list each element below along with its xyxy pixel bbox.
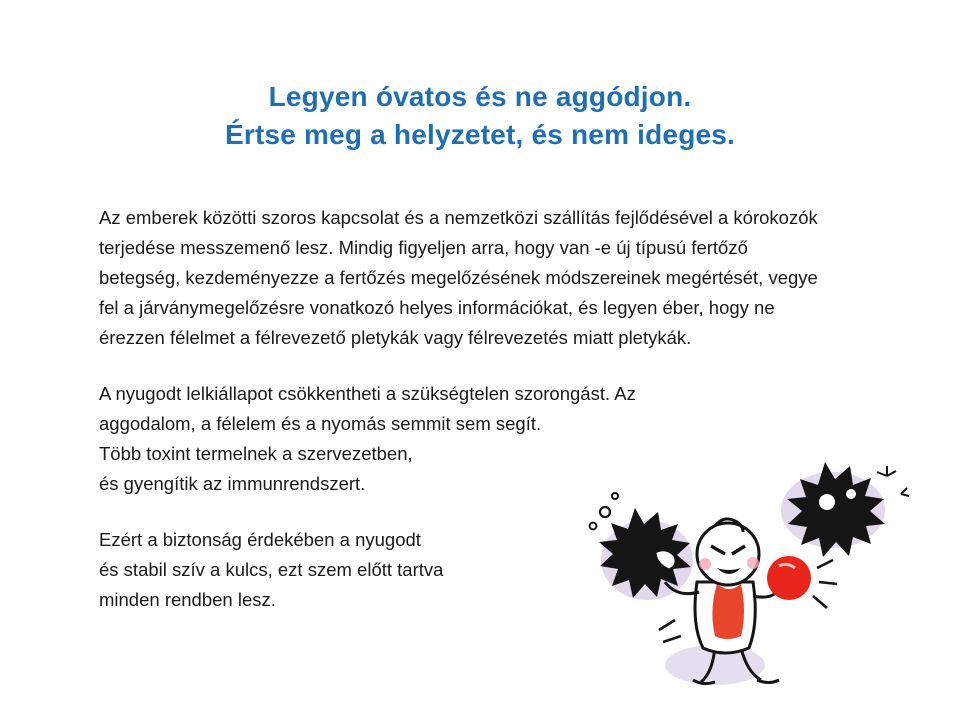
paragraph-3-line-1: Ezért a biztonság érdekében a nyugodt — [99, 529, 421, 550]
paragraph-2-line-3: Több toxint termelnek a szervezetben, — [99, 443, 413, 464]
sparkle-icon — [877, 466, 909, 496]
paragraph-spacer-1 — [99, 353, 829, 379]
paragraph-2-line-1: A nyugodt lelkiállapot csökkentheti a szükségtelen szorongást. Az — [99, 383, 636, 404]
paragraph-2-line-2: aggodalom, a félelem és a nyomás semmit sem segít. — [99, 413, 542, 434]
paragraph-3-line-2: és stabil szív a kulcs, ezt szem előtt tartva — [99, 559, 444, 580]
paragraph-2-line-4: és gyengítik az immunrendszert. — [99, 473, 366, 494]
paragraph-1: Az emberek közötti szoros kapcsolat és a nemzetközi szállítás fejlődésével a kórokozók terjedése messzemenő lesz. Mindig figyeljen arra, hogy van -e új típusú fertőző betegség, kezdeményezze a fertőzés megelőzésének módszereinek megértését, vegye fel a járványmegelőzésre vonatkozó helyes információkat, és legyen éber, hogy ne érezzen félelmet a félrevezető pletykák vagy félrevezetés miatt pletykák. — [99, 207, 818, 348]
title-line-2: Értse meg a helyzetet, és nem ideges. — [224, 119, 736, 150]
title-line-1: Legyen óvatos és ne aggódjon. — [268, 81, 692, 112]
page-title — [0, 78, 960, 154]
body-text — [99, 203, 829, 615]
paragraph-3-line-3: minden rendben lesz. — [99, 589, 276, 610]
paragraph-spacer-2 — [99, 499, 829, 525]
